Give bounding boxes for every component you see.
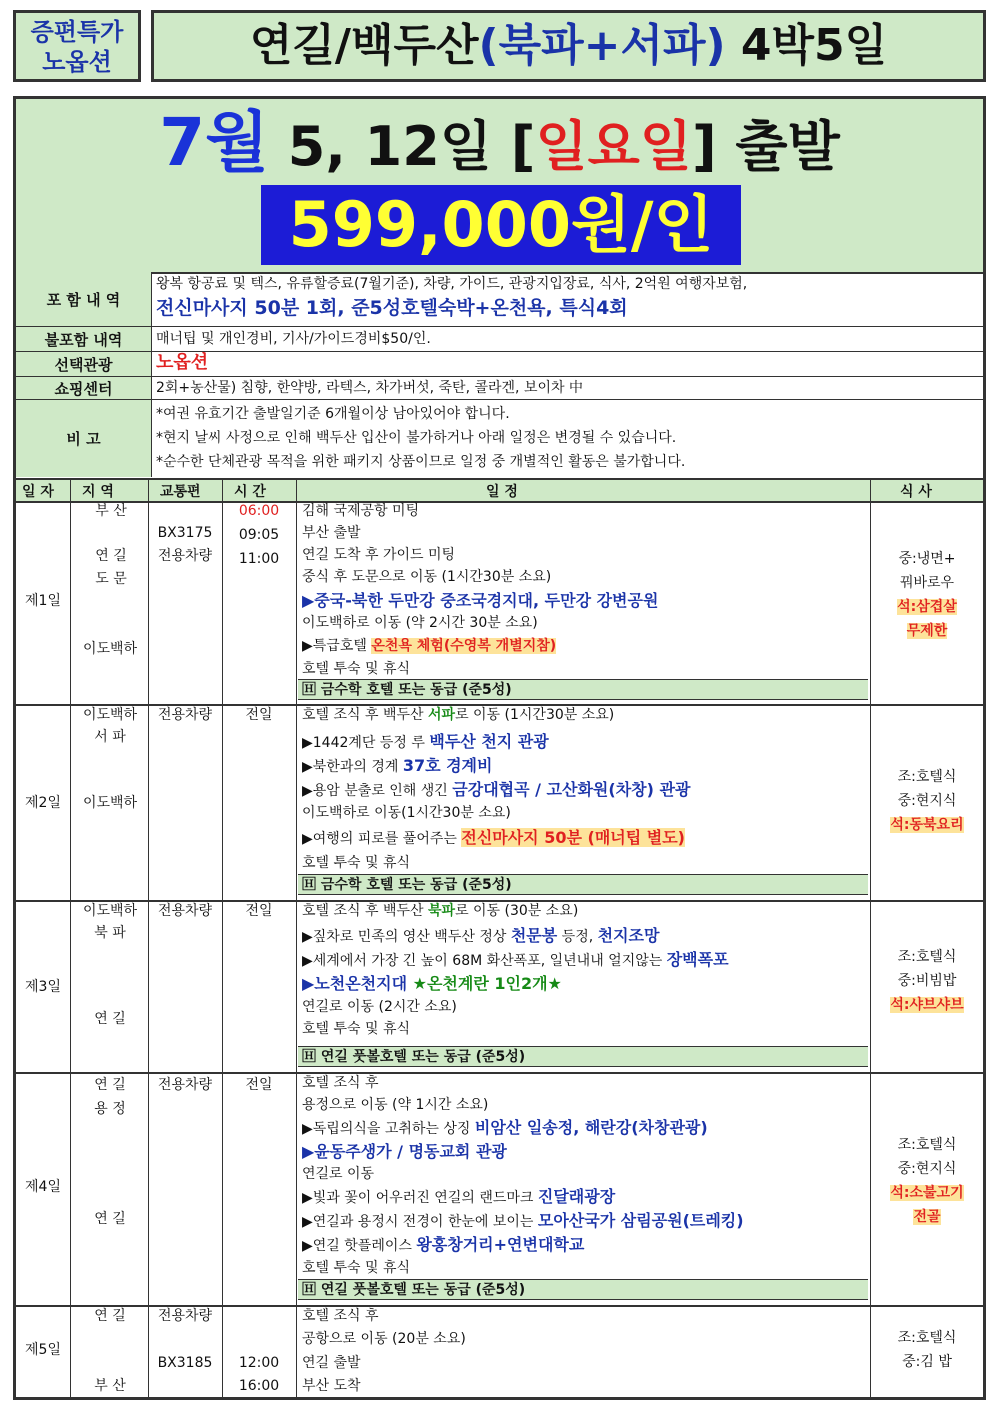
meal-highlight: 전골 — [913, 1209, 941, 1225]
exclude-label: 불포함 내역 — [16, 327, 152, 351]
hero-section — [16, 99, 983, 274]
time: 전일 — [245, 903, 273, 919]
time: 09:05 — [238, 527, 280, 543]
schedule-line — [302, 704, 614, 727]
text: ▶빛과 꽃이 어우러진 연길의 랜드마크 — [302, 1190, 538, 1206]
meal: 조:호텔식 — [897, 769, 957, 785]
highlight: 천문봉 — [510, 926, 558, 945]
text: ▶독립의식을 고취하는 상징 — [302, 1121, 475, 1137]
schedule-line — [302, 778, 690, 803]
schedule-line: 호텔 투숙 및 휴식 — [302, 855, 411, 871]
meal-highlight: 석:샤브샤브 — [890, 997, 964, 1013]
day-1-row — [16, 500, 983, 706]
text: ▶짚차로 민족의 영산 백두산 정상 — [302, 929, 511, 945]
dates: 5, 12일 [ — [287, 115, 536, 178]
highlight: 온천욕 체험(수영복 개별지참) — [371, 638, 557, 654]
region: 연 길 — [95, 548, 127, 564]
page-title — [151, 10, 986, 82]
schedule-line: 호텔 조식 후 — [302, 1075, 379, 1091]
meal-highlight: 석:삼겹살 — [897, 599, 957, 615]
meal: 중:비빔밥 — [897, 973, 957, 989]
highlight: 북파 — [428, 903, 456, 919]
hotel-bar: 🄷 연길 풋볼호텔 또는 동급 (준5성) — [298, 1279, 868, 1300]
day-3-row — [16, 900, 983, 1074]
schedule-line — [302, 900, 578, 923]
hotel-bar: 🄷 금수학 호텔 또는 동급 (준5성) — [298, 679, 868, 700]
region: 북 파 — [94, 925, 126, 941]
option-label: 선택관광 — [16, 352, 152, 376]
title-part1: 연길/백두산 — [249, 20, 479, 71]
itinerary-frame — [13, 96, 986, 1400]
shopping-label: 쇼핑센터 — [16, 377, 152, 399]
time: 16:00 — [238, 1378, 280, 1394]
option-value: 노옵션 — [156, 352, 209, 373]
include-line2: 전신마사지 50분 1회, 준5성호텔숙박+온천욕, 특식4회 — [156, 297, 628, 319]
schedule-line: 이도백하로 이동(1시간30분 소요) — [302, 805, 511, 821]
day-5-row — [16, 1305, 983, 1397]
region: 부 산 — [94, 1378, 126, 1394]
day-label: 제2일 — [25, 795, 61, 811]
meal — [871, 814, 983, 837]
meal — [871, 994, 983, 1017]
include-label: 포 함 내 역 — [16, 272, 152, 326]
highlight: 전신마사지 50분 (매너팁 별도) — [461, 828, 685, 847]
schedule-line: 호텔 조식 후 — [302, 1308, 379, 1324]
time: 12:00 — [238, 1355, 280, 1371]
note-label: 비 고 — [16, 400, 152, 477]
highlight: 비암산 일송정, 해란강(차창관광) — [474, 1118, 708, 1137]
region: 연 길 — [94, 1211, 126, 1227]
option-row — [16, 352, 983, 377]
no-option-badge — [13, 10, 141, 82]
region: 연 길 — [94, 1308, 126, 1324]
region: 이도백하 — [82, 707, 138, 723]
schedule-line — [302, 1116, 708, 1141]
header-time: 시 간 — [234, 484, 266, 500]
schedule-line: 김해 국제공항 미팅 — [302, 503, 420, 519]
time: 전일 — [245, 1077, 273, 1093]
text: 호텔 조식 후 백두산 — [302, 707, 428, 723]
schedule-line — [302, 1209, 744, 1234]
meal: 중:김 밥 — [902, 1354, 952, 1370]
header-schedule: 일 정 — [486, 484, 518, 500]
schedule-line — [302, 924, 659, 949]
exclude-row — [16, 327, 983, 352]
meal: 중:냉면+ — [898, 551, 956, 567]
highlight: 37호 경계비 — [402, 756, 493, 775]
time: 06:00 — [238, 503, 280, 519]
text: ▶1442계단 등정 루 — [302, 735, 430, 751]
region: 이도백하 — [82, 903, 138, 919]
note-2: *현지 날씨 사정으로 인해 백두산 입산이 불가하거나 아래 일정은 변경될 수 있습니다. — [156, 430, 677, 446]
day-label: 제5일 — [25, 1342, 61, 1358]
highlight: 금강대협곡 / 고산화원(차창) 관광 — [452, 780, 691, 799]
schedule-line: 호텔 투숙 및 휴식 — [302, 1260, 411, 1276]
meal — [871, 1182, 983, 1205]
month: 7월 — [159, 104, 269, 181]
price-banner: 599,000원/인 — [261, 185, 741, 265]
meal-highlight: 석:소불고기 — [890, 1185, 964, 1201]
text: ▶용암 분출로 인해 생긴 — [302, 783, 453, 799]
shopping-value: 2회+농산물) 침향, 한약방, 라텍스, 차가버섯, 죽탄, 콜라겐, 보이차 中 — [156, 380, 583, 396]
highlight: ★온천계란 1인2개★ — [412, 974, 562, 993]
title-part3: 4박5일 — [740, 20, 888, 71]
day-label: 제4일 — [25, 1179, 61, 1195]
schedule-line: 공항으로 이동 (20분 소요) — [302, 1331, 466, 1347]
shopping-row — [16, 377, 983, 400]
schedule-line: 연길 도착 후 가이드 미팅 — [302, 547, 456, 563]
region: 연 길 — [94, 1011, 126, 1027]
region: 이도백하 — [82, 641, 138, 657]
schedule-line — [302, 1233, 584, 1258]
include-line1: 왕복 항공료 및 텍스, 유류할증료(7월기준), 차량, 가이드, 관광지입장료, 식사, 2억원 여행자보험, — [156, 276, 748, 292]
schedule-line: 연길로 이동 — [302, 1166, 375, 1182]
highlight: 진달래광장 — [537, 1187, 616, 1206]
meal — [871, 1206, 983, 1229]
schedule-line: 호텔 투숙 및 휴식 — [302, 1021, 411, 1037]
text: ▶연길과 용정시 전경이 한눈에 보이는 — [302, 1214, 538, 1230]
region: 이도백하 — [82, 795, 138, 811]
schedule-line: 연길 출발 — [302, 1355, 361, 1371]
schedule-line — [302, 1185, 615, 1210]
schedule-line: 연길로 이동 (2시간 소요) — [302, 999, 457, 1015]
text: ▶세계에서 가장 긴 높이 68M 화산폭포, 일년내내 얼지않는 — [302, 953, 667, 969]
meal — [871, 620, 983, 643]
schedule-line: ▶중국-북한 두만강 중조국경지대, 두만강 강변공원 — [302, 591, 659, 610]
schedule-line — [302, 730, 549, 755]
text: 로 이동 (30분 소요) — [455, 903, 579, 919]
region: 연 길 — [94, 1077, 126, 1093]
text: ▶여행의 피로를 풀어주는 — [302, 831, 462, 847]
hotel-bar: 🄷 연길 풋볼호텔 또는 동급 (준5성) — [298, 1046, 868, 1067]
transport: 전용차량 — [157, 707, 213, 723]
schedule-line — [302, 972, 562, 997]
text: ▶연길 핫플레이스 — [302, 1238, 417, 1254]
note-row — [16, 400, 983, 477]
region: 서 파 — [94, 729, 126, 745]
meal: 조:호텔식 — [897, 949, 957, 965]
text: ▶특급호텔 — [302, 638, 372, 654]
region: 용 정 — [94, 1101, 126, 1117]
highlight: ▶노천온천지대 — [302, 974, 413, 993]
day-4-row — [16, 1072, 983, 1307]
schedule-line: 이도백하로 이동 (약 2시간 30분 소요) — [302, 615, 538, 631]
badge-line2: 노옵션 — [42, 48, 112, 76]
schedule-line — [302, 754, 492, 779]
meal: 조:호텔식 — [897, 1137, 957, 1153]
schedule-line: 호텔 투숙 및 휴식 — [302, 661, 411, 677]
header-transport: 교통편 — [160, 484, 201, 500]
note-3: *순수한 단체관광 목적을 위한 패키지 상품이므로 일정 중 개별적인 활동은 불가합니다. — [156, 454, 686, 470]
region: 부 산 — [95, 503, 127, 519]
day-label: 제3일 — [25, 979, 61, 995]
title-part2: (북파+서파) — [478, 20, 726, 71]
badge-line1: 증편특가 — [30, 18, 124, 46]
highlight: 왕홍창거리+연변대학교 — [416, 1235, 585, 1254]
meal: 조:호텔식 — [897, 1330, 957, 1346]
time: 전일 — [245, 707, 273, 723]
meal-highlight: 무제한 — [906, 623, 948, 639]
transport: 전용차량 — [157, 1308, 213, 1324]
day-label: 제1일 — [25, 593, 61, 609]
region: 도 문 — [95, 571, 127, 587]
note-1: *여권 유효기간 출발일기준 6개월이상 남아있어야 합니다. — [156, 406, 510, 422]
header-meal: 식 사 — [900, 484, 932, 500]
highlight: 모아산국가 삼림공원(트레킹) — [537, 1211, 744, 1230]
transport: BX3185 — [157, 1355, 213, 1371]
departure-line — [16, 103, 983, 187]
header-region: 지 역 — [82, 484, 114, 500]
highlight: 백두산 천지 관광 — [429, 732, 549, 751]
exclude-value: 매너팁 및 개인경비, 기사/가이드경비$50/인. — [156, 331, 431, 347]
depart: ] 출발 — [691, 115, 840, 178]
transport: BX3175 — [157, 525, 213, 541]
schedule-line — [302, 635, 556, 658]
top-header — [13, 10, 986, 84]
transport: 전용차량 — [157, 903, 213, 919]
text: 등정, — [557, 929, 598, 945]
meal-highlight: 석:동북요리 — [890, 817, 964, 833]
text: ▶북한과의 경계 — [302, 759, 403, 775]
weekday: 일요일 — [535, 115, 692, 178]
schedule-line — [302, 826, 685, 851]
day-2-row — [16, 704, 983, 902]
highlight: 천지조망 — [597, 926, 660, 945]
schedule-line: 용정으로 이동 (약 1시간 소요) — [302, 1097, 489, 1113]
text: 로 이동 (1시간30분 소요) — [455, 707, 615, 723]
meal: 꿔바로우 — [899, 575, 955, 591]
hotel-bar: 🄷 금수학 호텔 또는 동급 (준5성) — [298, 874, 868, 895]
header-day: 일 자 — [22, 484, 54, 500]
meal: 중:현지식 — [897, 1161, 957, 1177]
text: 호텔 조식 후 백두산 — [302, 903, 428, 919]
schedule-line: 중식 후 도문으로 이동 (1시간30분 소요) — [302, 569, 552, 585]
transport: 전용차량 — [157, 1077, 213, 1093]
schedule-line: ▶윤동주생가 / 명동교회 관광 — [302, 1142, 507, 1161]
include-row — [16, 272, 983, 327]
highlight: 장백폭포 — [666, 950, 729, 969]
meal — [871, 596, 983, 619]
time: 11:00 — [238, 551, 280, 567]
schedule-line: 부산 도착 — [302, 1378, 361, 1394]
transport: 전용차량 — [157, 548, 213, 564]
schedule-line — [302, 948, 729, 973]
schedule-line: 부산 출발 — [302, 525, 361, 541]
highlight: 서파 — [428, 707, 456, 723]
meal: 중:현지식 — [897, 793, 957, 809]
